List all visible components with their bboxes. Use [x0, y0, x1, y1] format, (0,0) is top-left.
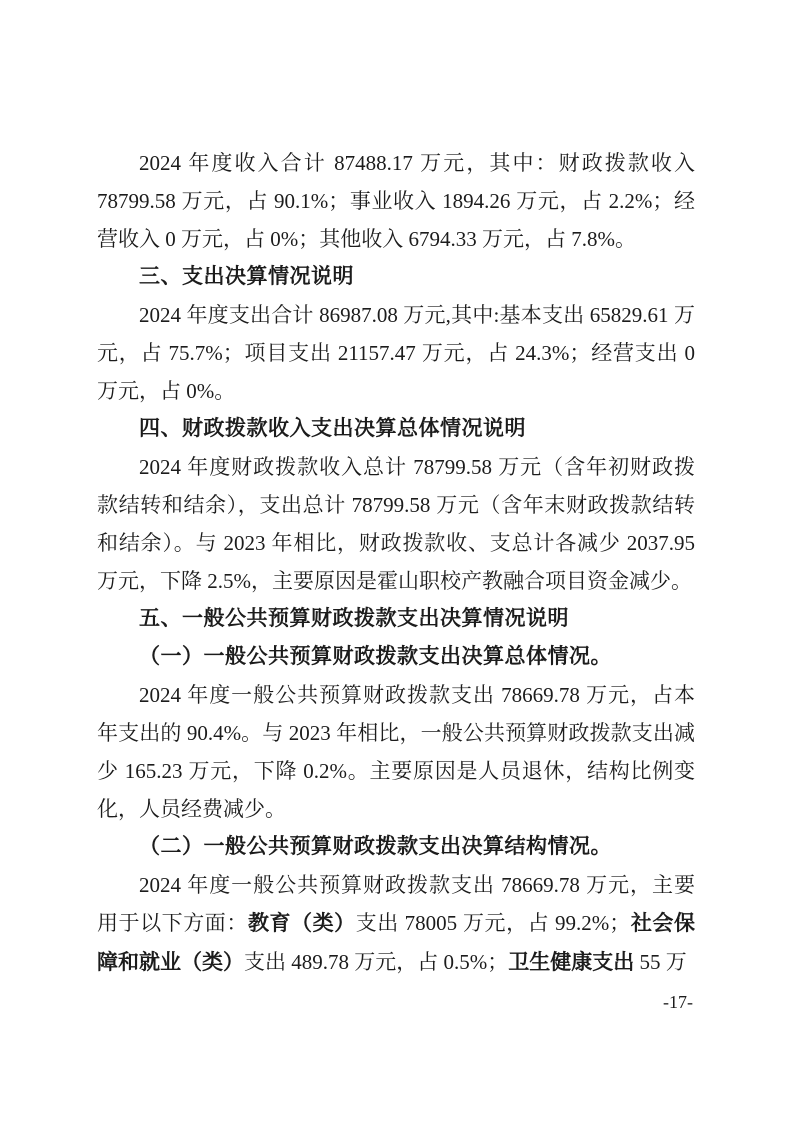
structure-segment-health-value: 55 万	[634, 950, 687, 974]
subheading-5-2-structure-situation: （二）一般公共预算财政拨款支出决算结构情况。	[139, 835, 612, 858]
heading-section-3-expenditure: 三、支出决算情况说明	[139, 265, 354, 288]
structure-segment-social-security-value: 支出 489.78 万元，占 0.5%；	[244, 950, 509, 974]
structure-segment-intro: 2024 年度一般公共预算财政拨款支出 78669.78 万元，主要用于以下方面：	[97, 873, 695, 935]
heading-section-5-general-public-budget: 五、一般公共预算财政拨款支出决算情况说明	[139, 607, 569, 630]
document-body	[97, 144, 695, 982]
structure-segment-education-value: 支出 78005 万元，占 99.2%；	[355, 911, 631, 935]
paragraph-general-budget-overall: 2024 年度一般公共预算财政拨款支出 78669.78 万元，占本年支出的 90.4%。与 2023 年相比，一般公共预算财政拨款支出减少 165.23 万元，下降 0.2%。主要原因是人员退休，结构比例变化，人员经费减少。	[97, 683, 695, 821]
paragraph-expenditure-summary: 2024 年度支出合计 86987.08 万元,其中:基本支出 65829.61 万元，占 75.7%；项目支出 21157.47 万元，占 24.3%；经营支出 0 万元，占 0%。	[97, 303, 695, 403]
heading-section-4-fiscal-appropriation-overview: 四、财政拨款收入支出决算总体情况说明	[139, 417, 526, 440]
paragraph-general-budget-structure	[97, 866, 695, 982]
page-number: -17-	[663, 992, 693, 1012]
structure-segment-education-label: 教育（类）	[247, 912, 356, 935]
subheading-5-1-overall-situation: （一）一般公共预算财政拨款支出决算总体情况。	[139, 645, 612, 668]
paragraph-fiscal-appropriation-detail: 2024 年度财政拨款收入总计 78799.58 万元（含年初财政拨款结转和结余），支出总计 78799.58 万元（含年末财政拨款结转和结余）。与 2023 年相比，财政拨款收、支总计各减少 2037.95 万元，下降 2.5%，主要原因是霍山职校产教融合项目资金减少。	[97, 455, 695, 593]
structure-segment-health-label: 卫生健康支出	[508, 951, 635, 974]
structure-segment-social-security-label: 社会保障和就业（类）	[97, 912, 695, 974]
paragraph-income-summary: 2024 年度收入合计 87488.17 万元，其中：财政拨款收入 78799.58 万元，占 90.1%；事业收入 1894.26 万元，占 2.2%；经营收入 0 万元，占 0%；其他收入 6794.33 万元，占 7.8%。	[97, 151, 695, 251]
